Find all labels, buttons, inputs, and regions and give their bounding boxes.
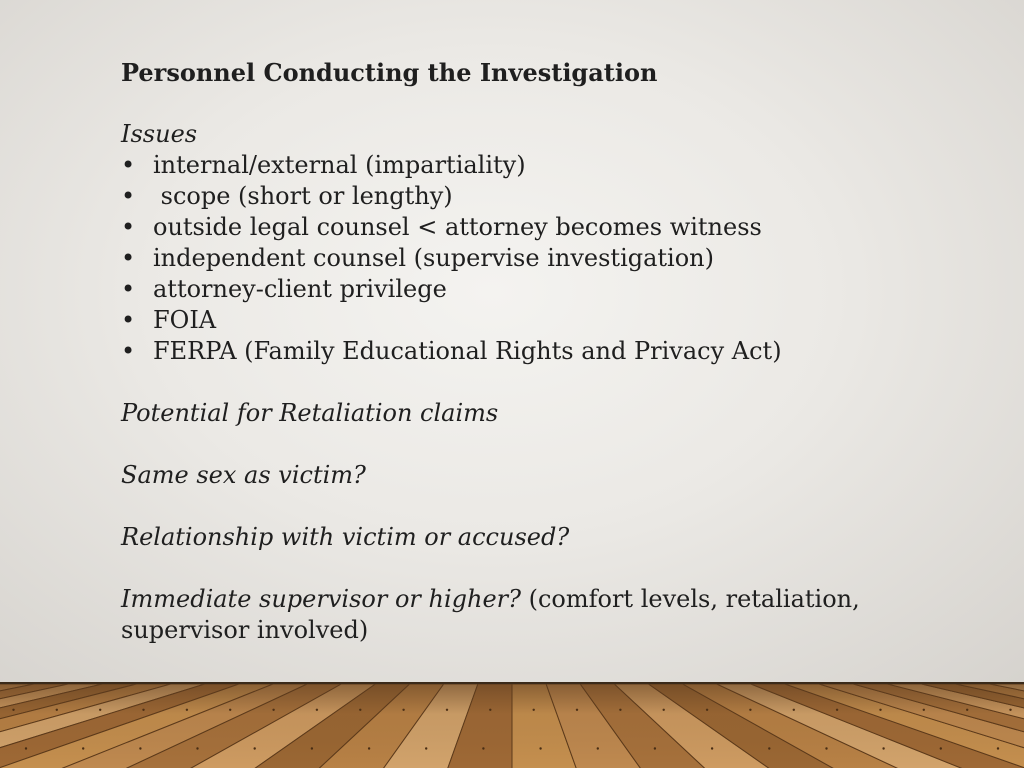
supervisor-note: (comfort levels, retaliation, supervisor involved)	[121, 585, 860, 644]
issue-text: internal/external (impartiality)	[153, 151, 526, 179]
slide-title: Personnel Conducting the Investigation	[121, 58, 658, 87]
issues-list	[121, 150, 881, 367]
list-item	[121, 336, 881, 367]
bullet-icon: •	[121, 244, 136, 272]
spacer	[121, 553, 881, 584]
wood-floor	[0, 682, 1024, 768]
issues-heading: Issues	[121, 120, 198, 148]
supervisor-paragraph	[121, 584, 881, 646]
supervisor-question: Immediate supervisor or higher?	[121, 585, 521, 613]
bullet-icon: •	[121, 275, 136, 303]
list-item	[121, 305, 881, 336]
spacer	[121, 367, 881, 398]
same-sex-text: Same sex as victim?	[121, 461, 366, 489]
list-item	[121, 274, 881, 305]
spacer	[121, 88, 881, 119]
list-item	[121, 243, 881, 274]
spacer	[121, 491, 881, 522]
list-item	[121, 150, 881, 181]
bullet-icon: •	[121, 306, 136, 334]
issue-text: FOIA	[153, 306, 217, 334]
list-item	[121, 181, 881, 212]
retaliation-text: Potential for Retaliation claims	[121, 399, 499, 427]
list-item	[121, 212, 881, 243]
issue-text: scope (short or lengthy)	[153, 182, 453, 210]
floor-planks	[0, 684, 1024, 768]
bullet-icon: •	[121, 337, 136, 365]
issue-text: outside legal counsel < attorney becomes witness	[153, 213, 762, 241]
bullet-icon: •	[121, 151, 136, 179]
issue-text: independent counsel (supervise investigation)	[153, 244, 714, 272]
bullet-icon: •	[121, 213, 136, 241]
relationship-text: Relationship with victim or accused?	[121, 523, 570, 551]
issue-text: attorney-client privilege	[153, 275, 447, 303]
spacer	[121, 429, 881, 460]
issue-text: FERPA (Family Educational Rights and Privacy Act)	[153, 337, 782, 365]
bullet-icon: •	[121, 182, 136, 210]
slide-content	[121, 57, 881, 646]
